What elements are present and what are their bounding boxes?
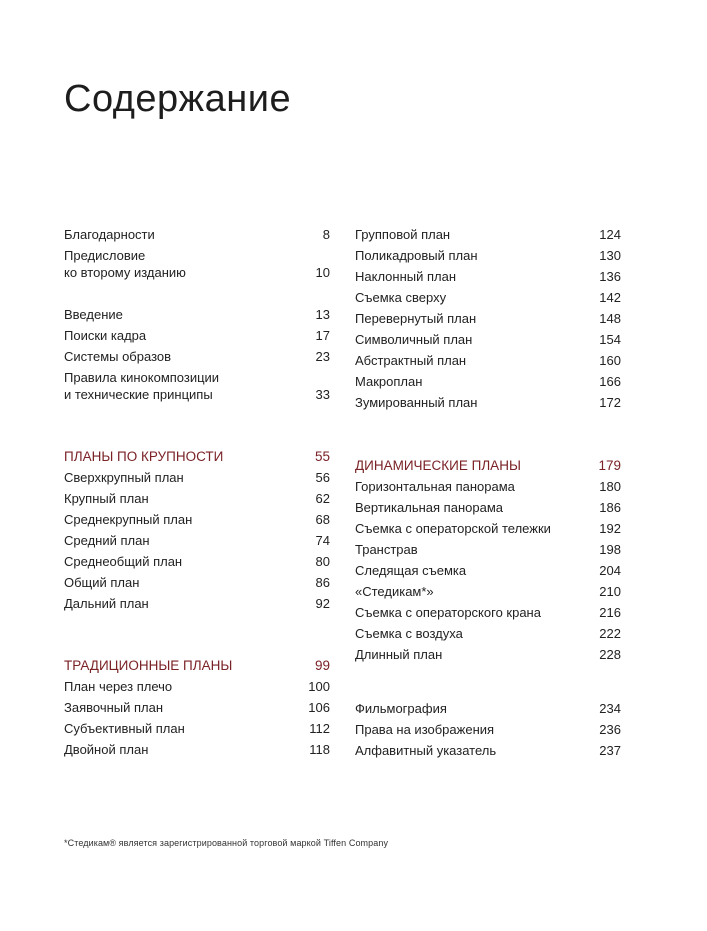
toc-entry-page: 68 — [315, 512, 330, 527]
toc-entry — [355, 562, 621, 579]
toc-entry — [355, 646, 621, 663]
toc-entry-page: 198 — [599, 542, 621, 557]
toc-entry — [64, 369, 330, 403]
toc-entry — [355, 247, 621, 264]
toc-entry-title: «Стедикам*» — [355, 584, 434, 599]
toc-entry-page: 55 — [314, 449, 330, 464]
toc-entry-title: Среднекрупный план — [64, 512, 193, 527]
toc-entry — [64, 720, 330, 737]
toc-entry-title: Поликадровый план — [355, 248, 478, 263]
toc-entry — [64, 469, 330, 486]
toc-entry-page: 186 — [599, 500, 621, 515]
toc-entry — [355, 700, 621, 717]
toc-entry-title: Системы образов — [64, 349, 172, 364]
toc-entry — [355, 499, 621, 516]
toc-entry-page: 86 — [315, 575, 330, 590]
toc-entry-title: Среднеобщий план — [64, 554, 183, 569]
toc-entry — [355, 478, 621, 495]
toc-entry-title: Абстрактный план — [355, 353, 467, 368]
toc-entry-title: Макроплан — [355, 374, 423, 389]
toc-entry-page: 33 — [315, 387, 330, 402]
toc-entry — [64, 553, 330, 570]
toc-entry-title: Перевернутый план — [355, 311, 477, 326]
toc-entry-title: Права на изображения — [355, 722, 495, 737]
toc-entry-title: Следящая съемка — [355, 563, 467, 578]
toc-entry-page: 130 — [599, 248, 621, 263]
toc-entry-page: 204 — [599, 563, 621, 578]
toc-entry-title: Съемка с воздуха — [355, 626, 463, 641]
toc-entry-page: 62 — [315, 491, 330, 506]
toc-entry — [355, 268, 621, 285]
toc-entry-page: 210 — [599, 584, 621, 599]
toc-entry — [64, 699, 330, 716]
toc-entry-page: 99 — [314, 658, 330, 673]
toc-entry — [355, 310, 621, 327]
toc-entry-title: Общий план — [64, 575, 140, 590]
toc-entry-page: 92 — [315, 596, 330, 611]
page-title: Содержание — [64, 78, 292, 120]
toc-entry-page: 8 — [322, 227, 330, 242]
toc-entry-page: 172 — [599, 395, 621, 410]
toc-entry — [355, 352, 621, 369]
toc-entry-title: Дальний план — [64, 596, 149, 611]
toc-entry-page: 23 — [315, 349, 330, 364]
toc-entry-title: Съемка сверху — [355, 290, 447, 305]
toc-entry-page: 179 — [598, 458, 621, 473]
toc-entry-page: 13 — [315, 307, 330, 322]
toc-entry-title: План через плечо — [64, 679, 173, 694]
toc-entry — [355, 583, 621, 600]
toc-entry-page: 118 — [309, 742, 330, 757]
toc-entry-page: 192 — [599, 521, 621, 536]
toc-entry — [64, 532, 330, 549]
toc-entry-title: Съемка с операторского крана — [355, 605, 541, 620]
toc-entry-page: 136 — [599, 269, 621, 284]
toc-entry-title: Наклонный план — [355, 269, 457, 284]
toc-entry — [64, 595, 330, 612]
toc-entry-title: Средний план — [64, 533, 150, 548]
footnote: *Стедикам® является зарегистрированной торговой маркой Tiffen Company — [64, 838, 389, 848]
toc-entry-title: Зумированный план — [355, 395, 478, 410]
toc-section-heading — [355, 457, 621, 474]
toc-entry-title: Правила кинокомпозиции и технические принципы — [64, 370, 220, 402]
toc-entry-page: 112 — [309, 721, 330, 736]
toc-entry — [64, 574, 330, 591]
toc-entry-title: Сверхкрупный план — [64, 470, 184, 485]
toc-entry — [355, 520, 621, 537]
toc-entry — [355, 625, 621, 642]
toc-entry — [64, 678, 330, 695]
toc-entry-title: Групповой план — [355, 227, 451, 242]
toc-entry-page: 10 — [315, 265, 330, 280]
toc-entry — [64, 327, 330, 344]
toc-entry — [64, 741, 330, 758]
toc-entry-page: 56 — [315, 470, 330, 485]
toc-entry-title: Заявочный план — [64, 700, 164, 715]
toc-entry-title: Горизонтальная панорама — [355, 479, 515, 494]
toc-entry-page: 237 — [599, 743, 621, 758]
toc-entry — [64, 490, 330, 507]
toc-entry-page: 228 — [599, 647, 621, 662]
toc-entry-title: Вертикальная панорама — [355, 500, 503, 515]
toc-entry-title: Крупный план — [64, 491, 149, 506]
toc-entry-title: Введение — [64, 307, 123, 322]
toc-entry-page: 160 — [599, 353, 621, 368]
toc-entry-title: ДИНАМИЧЕСКИЕ ПЛАНЫ — [355, 458, 521, 473]
toc-section-heading — [64, 448, 330, 465]
toc-entry-title: Благодарности — [64, 227, 155, 242]
toc-section-heading — [64, 657, 330, 674]
toc-entry-page: 106 — [308, 700, 330, 715]
toc-entry-title: Символичный план — [355, 332, 473, 347]
toc-entry-title: Съемка с операторской тележки — [355, 521, 551, 536]
toc-entry-page: 100 — [308, 679, 330, 694]
toc-entry — [355, 721, 621, 738]
toc-entry-title: Двойной план — [64, 742, 149, 757]
toc-entry — [355, 742, 621, 759]
toc-entry — [355, 541, 621, 558]
toc-entry-page: 180 — [599, 479, 621, 494]
toc-entry — [355, 226, 621, 243]
toc-entry-title: ПЛАНЫ ПО КРУПНОСТИ — [64, 449, 224, 464]
toc-entry-page: 234 — [599, 701, 621, 716]
toc-entry-page: 142 — [599, 290, 621, 305]
toc-entry — [355, 373, 621, 390]
toc-entry — [355, 604, 621, 621]
toc-entry-title: Длинный план — [355, 647, 443, 662]
toc-entry-page: 148 — [599, 311, 621, 326]
toc-entry-title: Поиски кадра — [64, 328, 147, 343]
toc-entry — [64, 306, 330, 323]
toc-entry-title: ТРАДИЦИОННЫЕ ПЛАНЫ — [64, 658, 233, 673]
toc-entry-page: 74 — [315, 533, 330, 548]
toc-entry-title: Предисловие ко второму изданию — [64, 248, 186, 280]
toc-entry-title: Транстрав — [355, 542, 418, 557]
toc-entry-page: 222 — [599, 626, 621, 641]
toc-entry — [64, 226, 330, 243]
toc-entry — [64, 511, 330, 528]
toc-entry-page: 216 — [599, 605, 621, 620]
toc-entry — [355, 331, 621, 348]
toc-entry — [355, 289, 621, 306]
toc-entry-page: 236 — [599, 722, 621, 737]
toc-entry-page: 154 — [599, 332, 621, 347]
toc-entry — [64, 247, 330, 281]
toc-entry-page: 80 — [315, 554, 330, 569]
toc-entry-page: 17 — [315, 328, 330, 343]
toc-entry — [64, 348, 330, 365]
toc-entry-page: 166 — [599, 374, 621, 389]
toc-entry — [355, 394, 621, 411]
toc-entry-title: Субъективный план — [64, 721, 185, 736]
toc-entry-page: 124 — [599, 227, 621, 242]
toc-entry-title: Алфавитный указатель — [355, 743, 497, 758]
toc-entry-title: Фильмография — [355, 701, 447, 716]
